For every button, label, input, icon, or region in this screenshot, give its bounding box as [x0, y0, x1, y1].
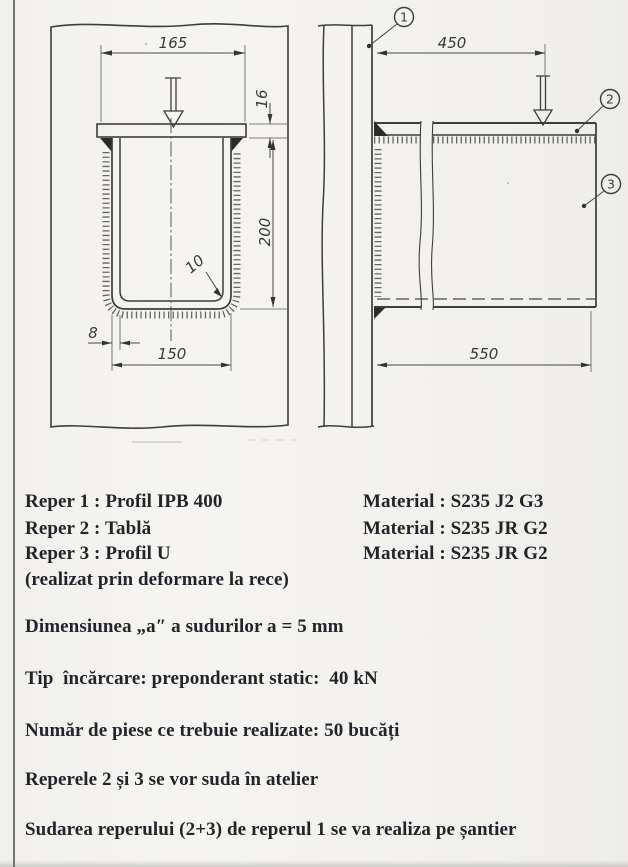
top-plate-front: [97, 124, 246, 137]
reper-3-material: Material : S235 JR G2: [363, 543, 548, 564]
side-view-drawing: [318, 8, 621, 428]
dim-label-165: 165: [158, 34, 188, 52]
dim-label-10: 10: [181, 251, 208, 278]
dim-450: [377, 34, 545, 75]
front-view-drawing: [51, 24, 288, 428]
callout-3: [582, 175, 621, 209]
dim-550: [377, 311, 591, 372]
scan-artifacts: [132, 43, 509, 442]
dim-8: [88, 315, 140, 371]
callout-2: [575, 90, 620, 134]
dim-label-200: 200: [256, 217, 274, 247]
dim-label-8: 8: [88, 324, 98, 342]
beam-break-lines: [419, 121, 433, 310]
weld-dimension-note: Dimensiunea „a″ a sudurilor a = 5 mm: [25, 616, 344, 637]
workshop-weld-note: Reperele 2 și 3 se vor suda în atelier: [25, 769, 319, 790]
callout-2-label: 2: [606, 91, 614, 107]
scan-shadow: [0, 860, 628, 867]
site-weld-note: Sudarea reperului (2+3) de reperul 1 se va realiza pe șantier: [25, 819, 517, 840]
dim-label-550: 550: [469, 345, 499, 363]
u-profile-inner: [120, 138, 223, 301]
weld-fillet-left: [100, 138, 112, 152]
reper-2-material: Material : S235 JR G2: [363, 518, 548, 539]
reper-1-material: Material : S235 J2 G3: [363, 491, 544, 512]
callout-1: [367, 8, 414, 49]
load-arrow-side: [534, 76, 552, 125]
dim-200: [240, 140, 287, 309]
load-type-note: Tip încărcare: preponderant static: 40 kN: [25, 668, 378, 689]
dim-label-450: 450: [437, 34, 467, 52]
column-side: [318, 25, 374, 427]
reper-3-label: Reper 3 : Profil U: [25, 543, 171, 564]
load-arrow-front: [164, 78, 183, 127]
top-plate-side: [374, 123, 596, 135]
dim-10: [182, 251, 222, 297]
dim-label-16: 16: [253, 89, 271, 109]
callout-3-label: 3: [607, 176, 615, 192]
callout-1-label: 1: [400, 9, 408, 25]
dim-label-150: 150: [157, 345, 187, 363]
weld-fillet-right: [231, 138, 243, 152]
column-plate-outline: [51, 24, 288, 428]
reper-2-label: Reper 2 : Tablă: [25, 518, 152, 539]
dim-16: [249, 89, 287, 158]
quantity-note: Număr de piese ce trebuie realizate: 50 bucăți: [25, 720, 400, 741]
reper-1-label: Reper 1 : Profil IPB 400: [25, 491, 223, 512]
reper-3-note: (realizat prin deformare la rece): [25, 569, 289, 590]
beam-body-side: [374, 123, 596, 307]
